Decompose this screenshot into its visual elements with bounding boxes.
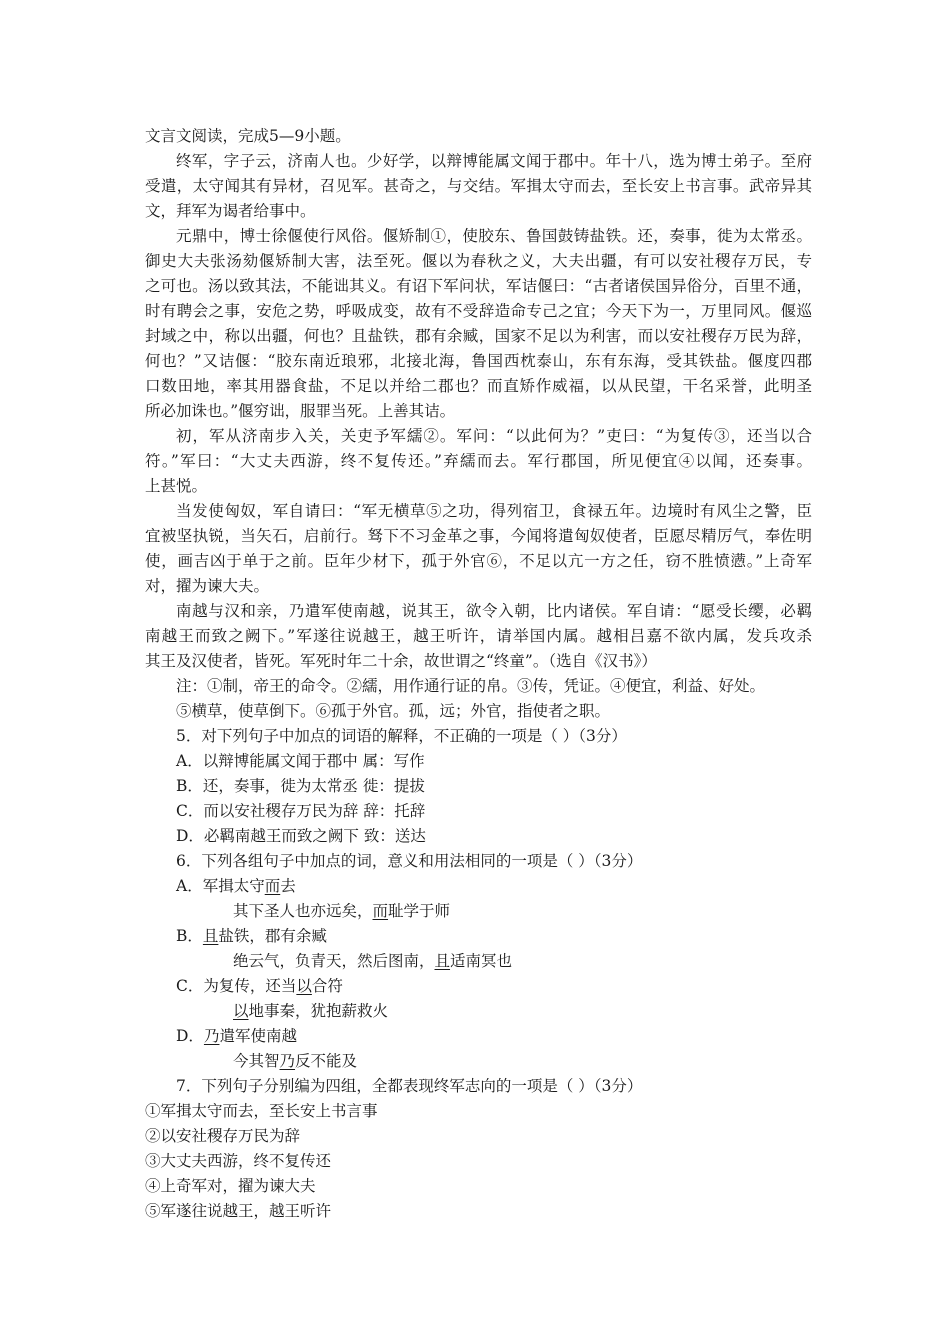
list-item: ⑤军遂往说越王，越王听许	[145, 1202, 332, 1220]
option-text: 今其智	[233, 1052, 280, 1070]
passage-line: 之可也。汤以致其法，不能诎其义。有诏下军问状，军诘偃曰：“古者诸侯国异俗分，百里不通，	[145, 277, 812, 295]
passage-paragraph	[145, 224, 812, 424]
option-text: B．	[176, 927, 203, 945]
passage-line: 终军，字子云，济南人也。少好学，以辩博能属文闻于郡中。年十八，选为博士弟子。至府	[176, 152, 812, 170]
passage-paragraph	[145, 499, 812, 599]
option-text: 遣军使南越	[219, 1027, 297, 1045]
annotation-line: 注：①制，帝王的命令。②繻，用作通行证的帛。③传，凭证。④便宜，利益、好处。	[176, 677, 766, 695]
passage-line: 何也？”又诘偃：“胶东南近琅邪，北接北海，鲁国西枕泰山，东有东海，受其铁盐。偃度四郡	[145, 352, 812, 370]
passage-line: 其王及汉使者，皆死。军死时年二十余，故世谓之“终童”。（选自《汉书》）	[145, 652, 657, 670]
answer-option-first	[145, 1024, 812, 1049]
passage	[145, 149, 812, 674]
answer-option: A．以辩博能属文闻于郡中 属：写作	[176, 752, 425, 770]
option-text: 反不能及	[295, 1052, 358, 1070]
notes	[145, 674, 812, 724]
option-text: 地事秦，犹抱薪救火	[248, 1002, 389, 1020]
passage-paragraph	[145, 149, 812, 224]
passage-line: 口数田地，率其用器食盐，不足以并给二郡也？而直矫作威福，以从民望，干名采誉，此明圣	[145, 377, 812, 395]
answer-option: B．还，奏事，徙为太常丞 徙：提拔	[176, 777, 425, 795]
option-text: A．军揖太守	[176, 877, 265, 895]
passage-paragraph	[145, 424, 812, 499]
question-stem: 7．下列句子分别编为四组，全都表现终军志向的一项是（ ）（3分）	[176, 1077, 643, 1095]
list-item: ①军揖太守而去，至长安上书言事	[145, 1102, 378, 1120]
passage-line: 元鼎中，博士徐偃使行风俗。偃矫制①，使胶东、鲁国鼓铸盐铁。还，奏事，徙为太常丞。	[176, 227, 812, 245]
passage-line: 上甚悦。	[145, 477, 208, 495]
answer-option-second	[145, 999, 812, 1024]
passage-line: 文，拜军为谒者给事中。	[145, 202, 316, 220]
marked-word: 而	[264, 877, 281, 895]
document-page	[145, 124, 812, 1224]
option-text: 耻学于师	[388, 902, 451, 920]
passage-line: 南越王而致之阙下。”军遂往说越王，越王听许，请举国内属。越相吕嘉不欲内属，发兵攻杀	[145, 627, 812, 645]
question-stem: 5．对下列句子中加点的词语的解释，不正确的一项是（ ）（3分）	[176, 727, 627, 745]
answer-option: C．而以安社稷存万民为辞 辞：托辞	[176, 802, 426, 820]
option-text: 合符	[311, 977, 343, 995]
answer-option-second	[145, 949, 812, 974]
passage-line: 封域之中，称以出疆，何也？且盐铁，郡有余臧，国家不足以为利害，而以安社稷存万民为辞，	[145, 327, 812, 345]
marked-word: 乃	[203, 1027, 220, 1045]
question-6	[145, 849, 812, 1074]
passage-line: 受遣，太守闻其有异材，召见军。甚奇之，与交结。军揖太守而去，至长安上书言事。武帝异其	[145, 177, 812, 195]
marked-word: 以	[233, 1002, 249, 1020]
answer-option-first	[145, 924, 812, 949]
passage-line: 符。”军曰：“大丈夫西游，终不复传还。”弃繻而去。军行郡国，所见便宜④以闻，还奏事。	[145, 452, 812, 470]
section-intro: 文言文阅读，完成5—9小题。	[145, 127, 351, 145]
passage-line: 所必加诛也。”偃穷诎，服罪当死。上善其诘。	[145, 402, 456, 420]
passage-paragraph	[145, 599, 812, 674]
answer-option-first	[145, 874, 812, 899]
answer-option-second	[145, 1049, 812, 1074]
marked-word: 且	[202, 927, 219, 945]
passage-line: 初，军从济南步入关，关吏予军繻②。军问：“以此何为？”吏曰：“为复传③，还当以合	[176, 427, 812, 445]
list-item: ③大丈夫西游，终不复传还	[145, 1152, 332, 1170]
list-item: ④上奇军对，擢为谏大夫	[145, 1177, 316, 1195]
marked-word: 以	[296, 977, 312, 995]
passage-line: 当发使匈奴，军自请曰：“军无横草⑤之功，得列宿卫，食禄五年。边境时有风尘之警，臣	[176, 502, 812, 520]
question-5	[145, 724, 812, 849]
passage-line: 对，擢为谏大夫。	[145, 577, 270, 595]
question-stem: 6．下列各组句子中加点的词，意义和用法相同的一项是（ ）（3分）	[176, 852, 643, 870]
option-text: C．为复传，还当	[176, 977, 297, 995]
marked-word: 且	[434, 952, 451, 970]
list-item: ②以安社稷存万民为辞	[145, 1127, 301, 1145]
option-text: 绝云气，负青天，然后图南，	[233, 952, 435, 970]
answer-option: D．必羁南越王而致之阙下 致：送达	[176, 827, 426, 845]
option-text: 其下圣人也亦远矣，	[233, 902, 373, 920]
annotation-line: ⑤横草，使草倒下。⑥孤于外官。孤，远；外官，指使者之职。	[176, 702, 611, 720]
option-text: 适南冥也	[450, 952, 513, 970]
option-text: D．	[176, 1027, 204, 1045]
option-text: 去	[280, 877, 296, 895]
option-text: 盐铁，郡有余臧	[218, 927, 327, 945]
answer-option-first	[145, 974, 812, 999]
passage-line: 南越与汉和亲，乃遣军使南越，说其王，欲令入朝，比内诸侯。军自请：“愿受长缨，必羁	[176, 602, 812, 620]
passage-line: 时有聘会之事，安危之势，呼吸成变，故有不受辞造命专己之宜；今天下为一，万里同风。偃巡	[145, 302, 812, 320]
passage-line: 宜被坚执锐，当矢石，启前行。驽下不习金革之事，今闻将遣匈奴使者，臣愿尽精厉气，奉佐明	[145, 527, 812, 545]
question-7	[145, 1074, 812, 1224]
answer-option-second	[145, 899, 812, 924]
marked-word: 乃	[279, 1052, 296, 1070]
passage-line: 使，画吉凶于单于之前。臣年少材下，孤于外官⑥，不足以亢一方之任，窃不胜愤懑。”上奇军	[145, 552, 812, 570]
marked-word: 而	[372, 902, 389, 920]
passage-line: 御史大夫张汤劾偃矫制大害，法至死。偃以为春秋之义，大夫出疆，有可以安社稷存万民，专	[145, 252, 812, 270]
